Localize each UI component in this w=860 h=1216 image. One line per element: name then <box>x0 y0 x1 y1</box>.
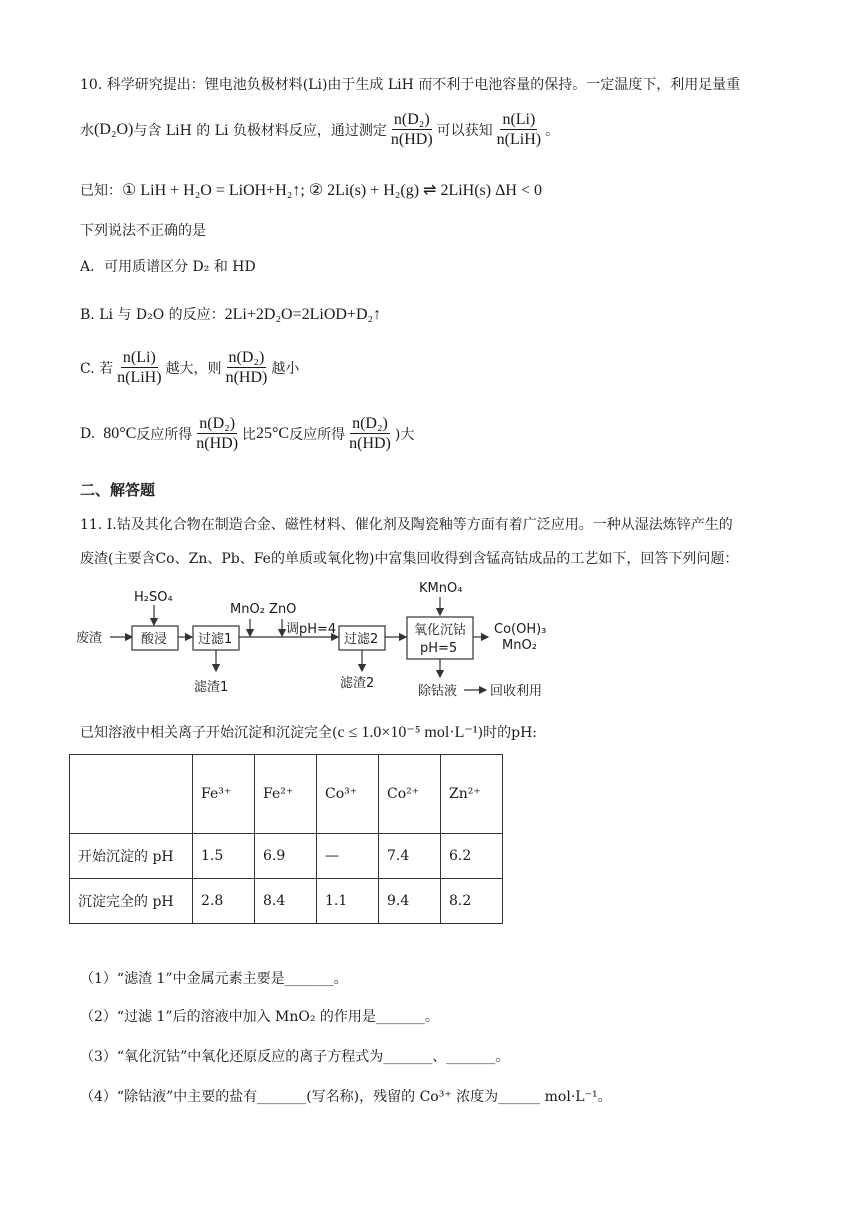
q11-line1: 11. Ⅰ.钴及其化合物在制造合金、磁性材料、催化剂及陶瓷釉等方面有着广泛应用。一种从湿法炼锌产生的 <box>80 517 733 533</box>
known-text: 已知溶液中相关离子开始沉淀和沉淀完全( <box>80 725 338 741</box>
table-header-cell: Fe³⁺ <box>193 755 255 834</box>
frac-den: n(HD) <box>390 131 433 148</box>
flow-kmno4: KMnO₄ <box>419 581 463 596</box>
option-c <box>80 348 299 387</box>
option-c-fraction-li-lih <box>115 348 163 387</box>
frac-num: n(D₂) <box>393 111 430 128</box>
q10-line2-b: 与含 LiH 的 Li 负极材料反应，通过测定 <box>133 122 387 139</box>
option-d-b: 反应所得 <box>136 426 193 443</box>
option-d-e: )大 <box>394 426 415 443</box>
flow-adjust-ph: 调pH=4 <box>286 622 337 637</box>
flow-residue1: 滤渣1 <box>194 680 229 695</box>
option-c-b: 越大，则 <box>165 360 222 377</box>
table-cell: 1.5 <box>193 834 255 879</box>
frac-den: n(HD) <box>225 369 268 386</box>
option-c-c: 越小 <box>271 360 300 377</box>
table-header-cell: Zn²⁺ <box>441 755 503 834</box>
flow-h2so4: H₂SO₄ <box>134 590 173 605</box>
table-row <box>70 834 503 879</box>
q10-prompt: 下列说法不正确的是 <box>80 223 206 239</box>
flow-acid-leach: 酸浸 <box>141 632 168 647</box>
flow-filter1: 过滤1 <box>198 632 233 647</box>
table-cell: 2.8 <box>193 879 255 924</box>
flow-product2: MnO₂ <box>502 638 537 653</box>
sub-question-1: （1）“滤渣 1”中金属元素主要是_______。 <box>80 971 348 987</box>
table-header-cell <box>70 755 193 834</box>
known-end: )时的pH: <box>477 725 537 741</box>
table-header-cell: Fe²⁺ <box>255 755 317 834</box>
q11-known <box>80 722 537 742</box>
frac-den: n(HD) <box>349 435 391 452</box>
table-cell: 8.4 <box>255 879 317 924</box>
table-cell: 8.2 <box>441 879 503 924</box>
option-b-equation: 2Li+2D₂O=2LiOD+D₂↑ <box>224 306 382 323</box>
option-d-d: 反应所得 <box>289 426 346 443</box>
table-cell: 沉淀完全的 pH <box>70 879 193 924</box>
option-d-fraction-1 <box>194 414 240 453</box>
option-d-a: D. <box>80 425 96 442</box>
option-d-temp1: 80°C <box>103 424 137 442</box>
frac-den: n(HD) <box>196 435 239 452</box>
flow-feed: 废渣 <box>76 631 103 646</box>
q11-line2: 废渣(主要含Co、Zn、Pb、Fe的单质或氧化物)中富集回收得到含锰高钴成品的工艺如下，回答下列问题： <box>80 551 739 567</box>
flow-liquid: 除钴液 <box>418 684 458 699</box>
ph-table <box>69 754 503 924</box>
known-label: 已知： <box>80 183 122 199</box>
table-cell: 7.4 <box>379 834 441 879</box>
option-c-a: C. 若 <box>80 360 114 377</box>
q10-fraction-li-lih <box>495 110 543 149</box>
option-d-fraction-2 <box>347 414 393 453</box>
sub-question-3: （3）“氧化沉钴”中氧化还原反应的离子方程式为_______、_______。 <box>80 1049 510 1065</box>
table-header-cell: Co²⁺ <box>379 755 441 834</box>
option-d <box>80 414 414 453</box>
table-cell: 9.4 <box>379 879 441 924</box>
q10-line2-a: 水 <box>80 122 94 139</box>
frac-num: n(Li) <box>122 349 156 366</box>
q10-line2-end: 。 <box>545 122 560 139</box>
frac-den: n(LiH) <box>117 369 162 386</box>
option-b <box>80 304 381 324</box>
flow-recycle: 回收利用 <box>490 684 543 699</box>
table-cell: 6.2 <box>441 834 503 879</box>
table-header-cell: Co³⁺ <box>317 755 379 834</box>
frac-num: n(D₂) <box>352 415 388 432</box>
section-heading: 二、解答题 <box>80 481 156 499</box>
q10-fraction-d2-hd <box>389 110 435 149</box>
flow-oxidation-1: 氧化沉钴 <box>414 623 467 638</box>
table-header-row <box>70 755 503 834</box>
table-row <box>70 879 503 924</box>
flow-reagents: MnO₂ ZnO <box>230 602 297 617</box>
sub-question-2: （2）“过滤 1”后的溶液中加入 MnO₂ 的作用是_______。 <box>80 1009 439 1025</box>
flow-oxidation-2: pH=5 <box>420 641 458 656</box>
table-cell: — <box>317 834 379 879</box>
table-cell: 开始沉淀的 pH <box>70 834 193 879</box>
option-d-c: 比 <box>242 426 257 443</box>
frac-num: n(D₂) <box>228 349 265 366</box>
q10-known <box>80 180 542 200</box>
q10-d2o: (D₂O) <box>94 120 134 138</box>
flow-product1: Co(OH)₃ <box>494 622 547 637</box>
frac-num: n(D₂) <box>199 415 236 432</box>
known-condition: c ≤ 1.0×10⁻⁵ mol·L⁻¹ <box>337 724 478 741</box>
frac-den: n(LiH) <box>496 131 542 148</box>
table-cell: 6.9 <box>255 834 317 879</box>
flow-filter2: 过滤2 <box>344 632 379 647</box>
option-a: A．可用质谱区分 D₂ 和 HD <box>80 259 256 275</box>
known-equations: ① LiH + H₂O = LiOH+H₂↑; ② 2Li(s) + H₂(g) ⇌ 2LiH(s) ΔH < 0 <box>122 182 542 199</box>
q10-line2 <box>80 110 559 149</box>
flow-residue2: 滤渣2 <box>340 676 375 691</box>
option-b-text: B. Li 与 D₂O 的反应： <box>80 307 225 323</box>
frac-num: n(Li) <box>502 111 536 128</box>
option-c-fraction-d2-hd <box>224 348 270 387</box>
sub-question-4: （4）“除钴液”中主要的盐有_______(写名称)，残留的 Co³⁺ 浓度为______ mol·L⁻¹。 <box>80 1089 612 1105</box>
process-flow-diagram <box>70 575 590 705</box>
option-d-temp2: 25°C <box>256 424 290 442</box>
q10-line2-c: 可以获知 <box>436 122 493 139</box>
q10-line1: 10. 科学研究提出：锂电池负极材料(Li)由于生成 LiH 而不利于电池容量的保持。一定温度下，利用足量重 <box>80 77 741 93</box>
table-cell: 1.1 <box>317 879 379 924</box>
